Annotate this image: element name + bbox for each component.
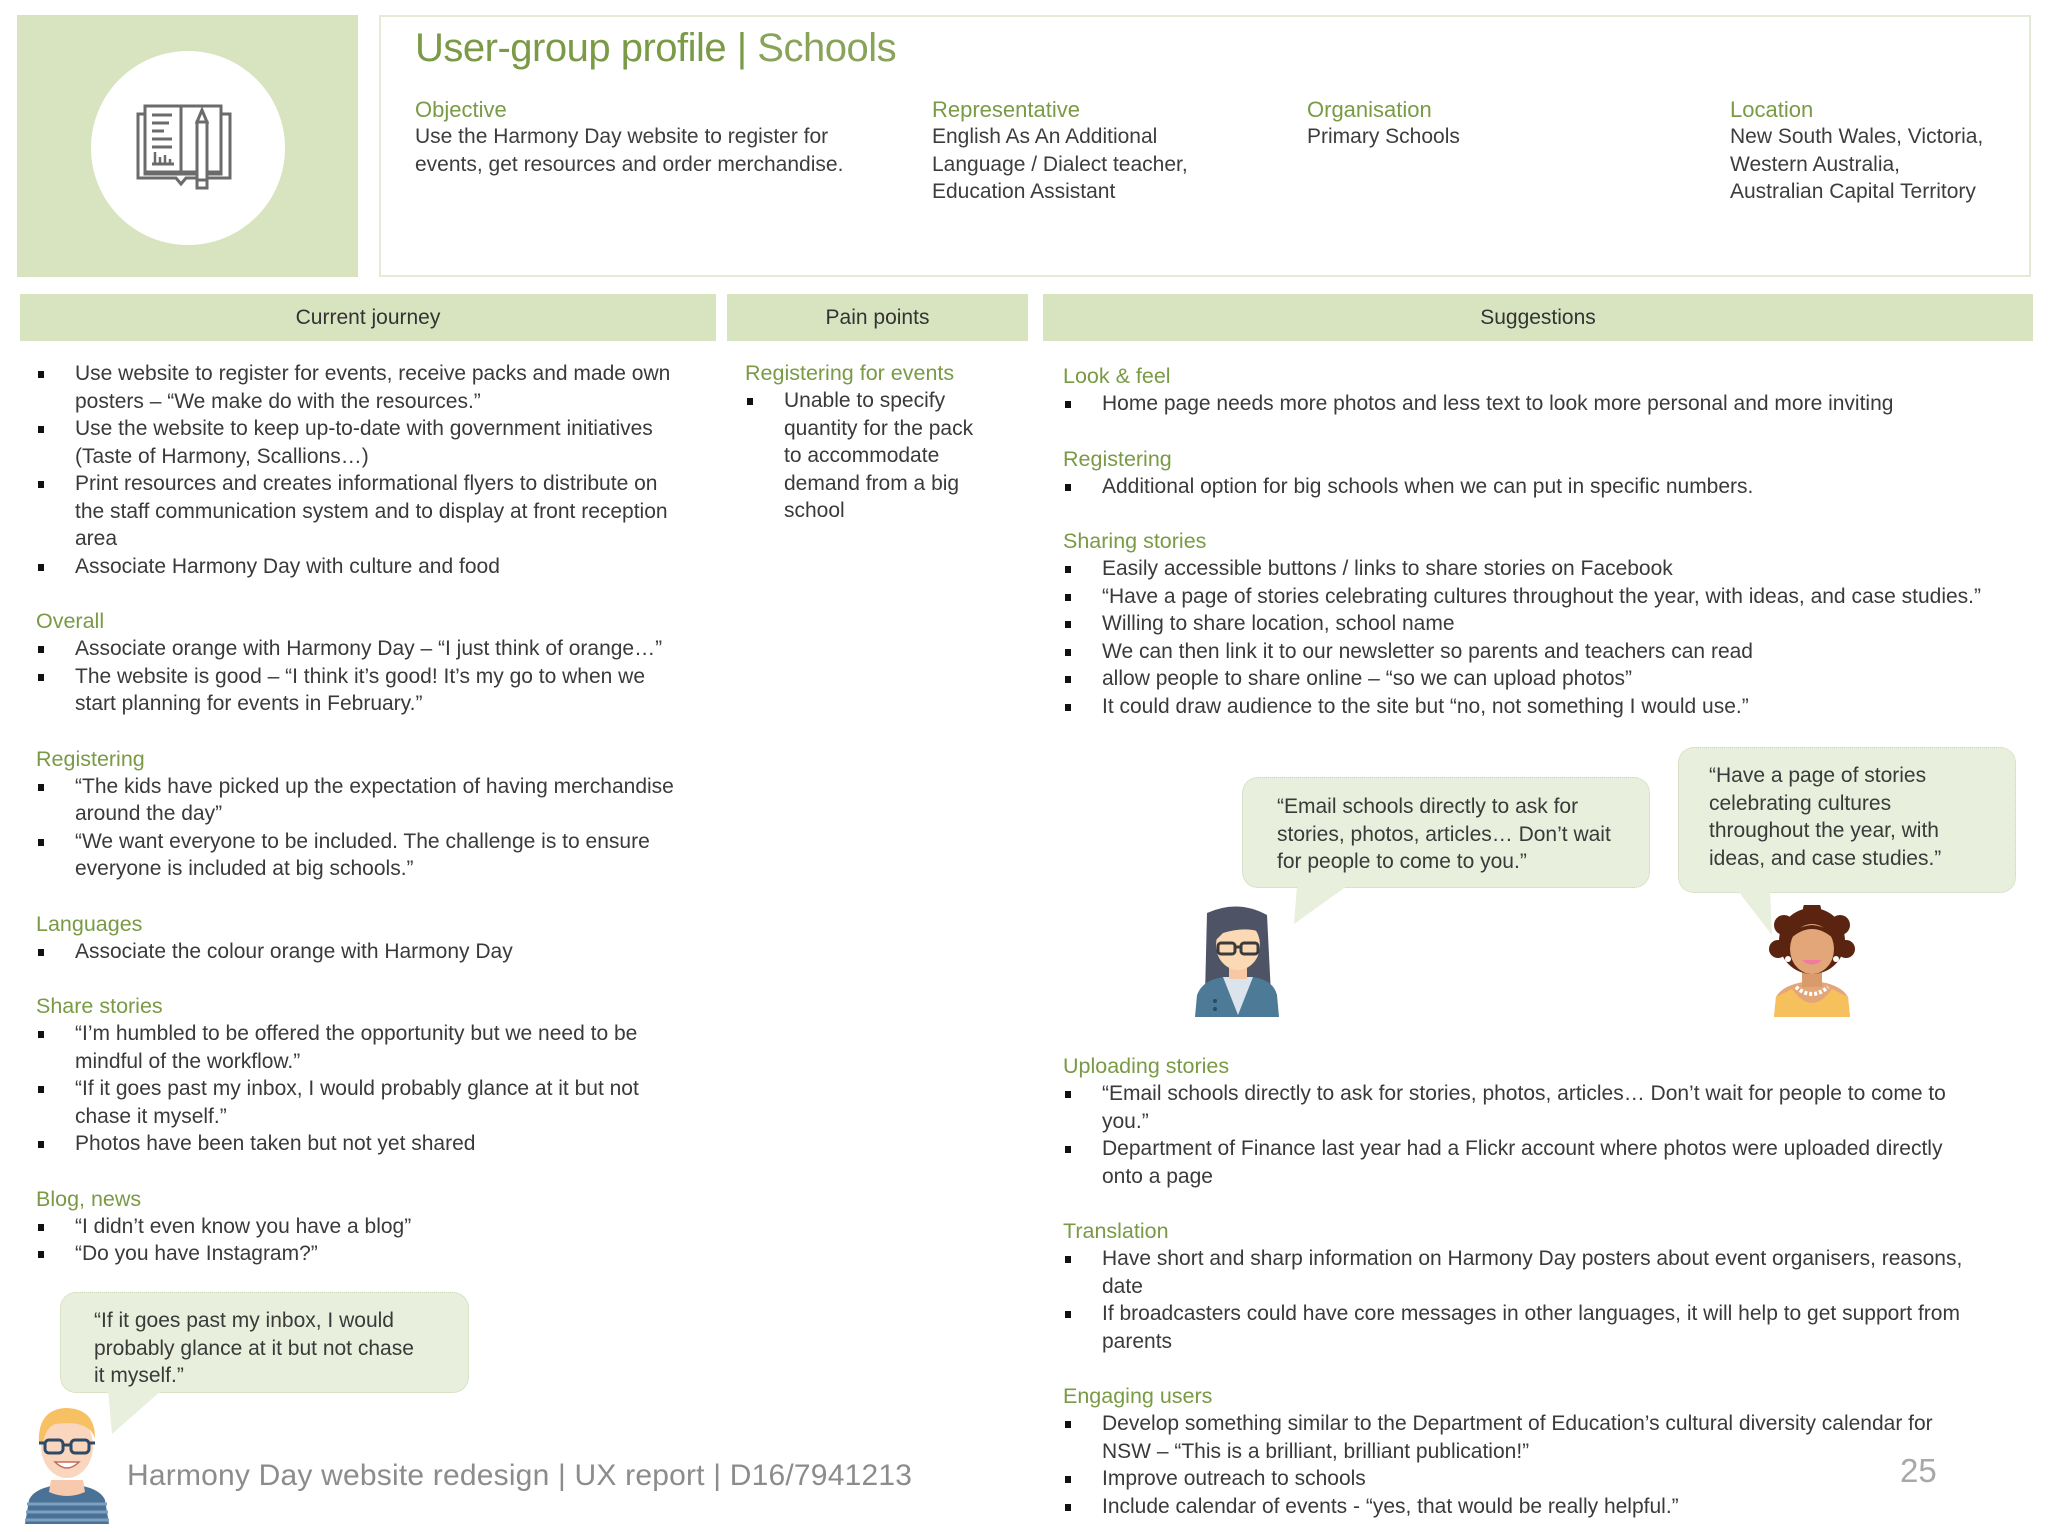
list-item [36,1213,726,1241]
representative-line: Education Assistant [932,180,1116,203]
list-item [1063,1080,2028,1135]
section [36,1185,726,1268]
blond-man-glasses-avatar-icon [15,1400,120,1524]
quote-line: celebrating cultures [1709,791,1892,815]
section-title: Engaging users [1063,1384,1213,1408]
quote-line: for people to come to you.” [1277,850,1527,873]
suggestions-sections-top [1063,362,2028,720]
current-journey-sections [36,607,726,1268]
quote-line: “Email schools directly to ask for [1277,795,1579,818]
curly-hair-woman-avatar-icon [1762,905,1862,1017]
list-item-line: parents [1102,1329,1173,1353]
current-journey-column [36,360,726,1268]
objective-label: Objective [415,97,507,122]
list-item-line: Develop something similar to the Department of Education’s cultural diversity calendar for [1102,1412,1933,1435]
list-item [1063,1245,2028,1300]
list-item [745,387,1025,525]
list-item-line: Photos have been taken but not yet shared [75,1132,476,1155]
section-list [1063,1245,2028,1355]
list-item [1063,555,2028,583]
suggestions-column-top [1063,362,2028,720]
list-item [1063,693,2028,721]
list-item-line: Associate the colour orange with Harmony Day [75,939,513,963]
list-item [36,415,726,470]
section-title: Uploading stories [1063,1054,1230,1078]
section-list [1063,1080,2028,1190]
list-item-line: onto a page [1102,1164,1213,1188]
list-item-line: Department of Finance last year had a Flickr account where photos were uploaded directly [1102,1137,1943,1160]
suggestions-sections-bottom [1063,1052,2028,1520]
quote-bubble-current-journey [60,1292,469,1393]
location-label: Location [1730,97,1814,122]
quote-line: ideas, and case studies.” [1709,846,1942,870]
list-item-line: quantity for the pack [784,416,974,440]
page-title [415,26,896,71]
section [36,745,726,883]
section-title: Languages [36,911,143,936]
list-item-line: school [784,499,845,522]
list-item [36,553,726,581]
list-item-line: Associate Harmony Day with culture and food [75,554,500,578]
title-main: User-group profile [415,26,727,70]
title-separator: | [736,26,747,70]
location-line: Western Australia, [1730,152,1901,176]
list-item-line: NSW – “This is a brilliant, brilliant publication!” [1102,1439,1530,1463]
book-pencil-icon [136,100,234,192]
list-item [1063,583,2028,611]
quote-line: stories, photos, articles… Don’t wait [1277,822,1611,846]
list-item-line: around the day” [75,802,223,825]
list-item [1063,610,2028,638]
list-item-line: Use website to register for events, receive packs and made own [75,362,671,385]
list-item-line: We can then link it to our newsletter so parents and teachers can read [1102,639,1753,663]
woman-glasses-avatar-icon [1193,905,1283,1017]
list-item-line: date [1102,1274,1143,1298]
section [745,359,1025,525]
section-title: Registering [36,746,145,771]
list-item-line: chase it myself.” [75,1104,227,1128]
list-item [36,360,726,415]
section-list [1063,1410,2028,1520]
section-title: Registering [1063,446,1172,471]
list-item-line: Include calendar of events - “yes, that would be really helpful.” [1102,1494,1679,1518]
list-item [36,470,726,553]
list-item-line: “Email schools directly to ask for stories, photos, articles… Don’t wait for people to come to [1102,1082,1946,1105]
list-item [1063,1410,2028,1465]
list-item [36,663,726,718]
list-item-line: allow people to share online – “so we can upload photos” [1102,667,1633,690]
location-line: Australian Capital Territory [1730,180,1976,203]
page-number: 25 [1900,1452,1937,1489]
list-item-line: “If it goes past my inbox, I would probably glance at it but not [75,1077,639,1100]
section-list [745,387,1025,525]
section-list [36,1020,726,1158]
column-header-current-journey: Current journey [20,294,716,341]
section-title: Sharing stories [1063,529,1207,553]
list-item-line: area [75,527,118,550]
list-item-line: Associate orange with Harmony Day – “I just think of orange…” [75,637,663,660]
list-item [1063,665,2028,693]
quote-bubble-left [1242,777,1650,888]
objective-line: Use the Harmony Day website to register for [415,125,829,148]
section [1063,527,2028,720]
section-title: Blog, news [36,1186,142,1211]
list-item [1063,638,2028,666]
quote-line: throughout the year, with [1709,819,1939,842]
section [1063,1382,2028,1520]
list-item-line: The website is good – “I think it’s good! It’s my go to when we [75,664,646,688]
list-item-line: Home page needs more photos and less text to look more personal and more inviting [1102,392,1894,415]
list-item-line: mindful of the workflow.” [75,1049,301,1073]
list-item-line: Unable to specify [784,389,946,412]
column-header-suggestions: Suggestions [1043,294,2033,341]
list-item [1063,473,2028,501]
location-line: New South Wales, Victoria, [1730,125,1984,148]
list-item-line: demand from a big [784,471,960,495]
list-item [36,938,726,966]
list-item-line: Additional option for big schools when we can put in specific numbers. [1102,474,1754,498]
representative-block [932,97,1188,206]
quote-line: “Have a page of stories [1709,764,1927,787]
list-item-line: Print resources and creates informational flyers to distribute on [75,472,658,495]
list-item [36,635,726,663]
list-item-line: to accommodate [784,444,940,467]
representative-line: Language / Dialect teacher, [932,152,1188,176]
list-item [36,1240,726,1268]
list-item [1063,1493,2028,1521]
pain-points-column [745,359,1025,525]
section-list [36,938,726,966]
section-title: Registering for events [745,361,955,385]
column-header-pain-points: Pain points [727,294,1028,341]
section [36,910,726,966]
representative-line: English As An Additional [932,125,1158,148]
list-item-line: start planning for events in February.” [75,692,423,715]
section-title: Overall [36,609,105,633]
section-title: Translation [1063,1219,1169,1243]
list-item [36,1020,726,1075]
title-sub: Schools [757,26,897,70]
list-item-line: you.” [1102,1109,1149,1133]
pain-points-sections [745,359,1025,525]
section-list [1063,473,2028,501]
list-item [1063,1465,2028,1493]
list-item-line: posters – “We make do with the resources.” [75,389,481,413]
quote-bubble-right [1678,747,2016,893]
list-item [1063,390,2028,418]
list-item-line: Have short and sharp information on Harmony Day posters about event organisers, reasons, [1102,1247,1963,1270]
quote-line: probably glance at it but not chase [94,1336,414,1360]
list-item [36,1130,726,1158]
section [36,607,726,718]
list-item-line: Easily accessible buttons / links to share stories on Facebook [1102,557,1673,580]
objective-line: events, get resources and order merchandise. [415,152,844,176]
list-item [36,773,726,828]
current-journey-intro-list [36,360,726,580]
list-item [36,828,726,883]
list-item-line: “I’m humbled to be offered the opportunity but we need to be [75,1022,638,1045]
list-item-line: Use the website to keep up-to-date with government initiatives [75,417,653,440]
section [1063,445,2028,501]
section-title: Share stories [36,994,163,1018]
list-item-line: everyone is included at big schools.” [75,857,414,880]
section-title: Look & feel [1063,364,1171,388]
objective-block [415,97,843,178]
quote-line: “If it goes past my inbox, I would [94,1309,394,1332]
list-item-line: It could draw audience to the site but “no, not something I would use.” [1102,694,1749,718]
list-item-line: If broadcasters could have core messages in other languages, it will help to get support from [1102,1302,1960,1325]
list-item-line: “I didn’t even know you have a blog” [75,1214,412,1238]
list-item-line: “The kids have picked up the expectation of having merchandise [75,774,674,798]
list-item-line: “Have a page of stories celebrating cultures throughout the year, with ideas, and case studies.” [1102,584,1982,608]
footer-text: Harmony Day website redesign | UX report | D16/7941213 [127,1459,913,1492]
section-list [36,1213,726,1268]
list-item [1063,1135,2028,1190]
section [1063,362,2028,418]
list-item-line: the staff communication system and to display at front reception [75,499,668,523]
representative-label: Representative [932,97,1080,122]
section-list [1063,555,2028,720]
organisation-label: Organisation [1307,97,1432,122]
organisation-line: Primary Schools [1307,125,1460,148]
list-item [36,1075,726,1130]
quote-bubble-tail [1285,886,1355,926]
section-list [1063,390,2028,418]
list-item-line: Improve outreach to schools [1102,1467,1366,1490]
list-item [1063,1300,2028,1355]
section [1063,1052,2028,1190]
organisation-block [1307,97,1460,151]
suggestions-column-bottom [1063,1052,2028,1520]
list-item-line: Willing to share location, school name [1102,612,1455,635]
section-list [36,635,726,718]
list-item-line: “We want everyone to be included. The challenge is to ensure [75,829,650,853]
section [36,992,726,1158]
quote-line: it myself.” [94,1364,184,1387]
location-block [1730,97,1983,206]
section [1063,1217,2028,1355]
list-item-line: “Do you have Instagram?” [75,1242,318,1265]
section-list [36,773,726,883]
list-item-line: (Taste of Harmony, Scallions…) [75,444,369,468]
